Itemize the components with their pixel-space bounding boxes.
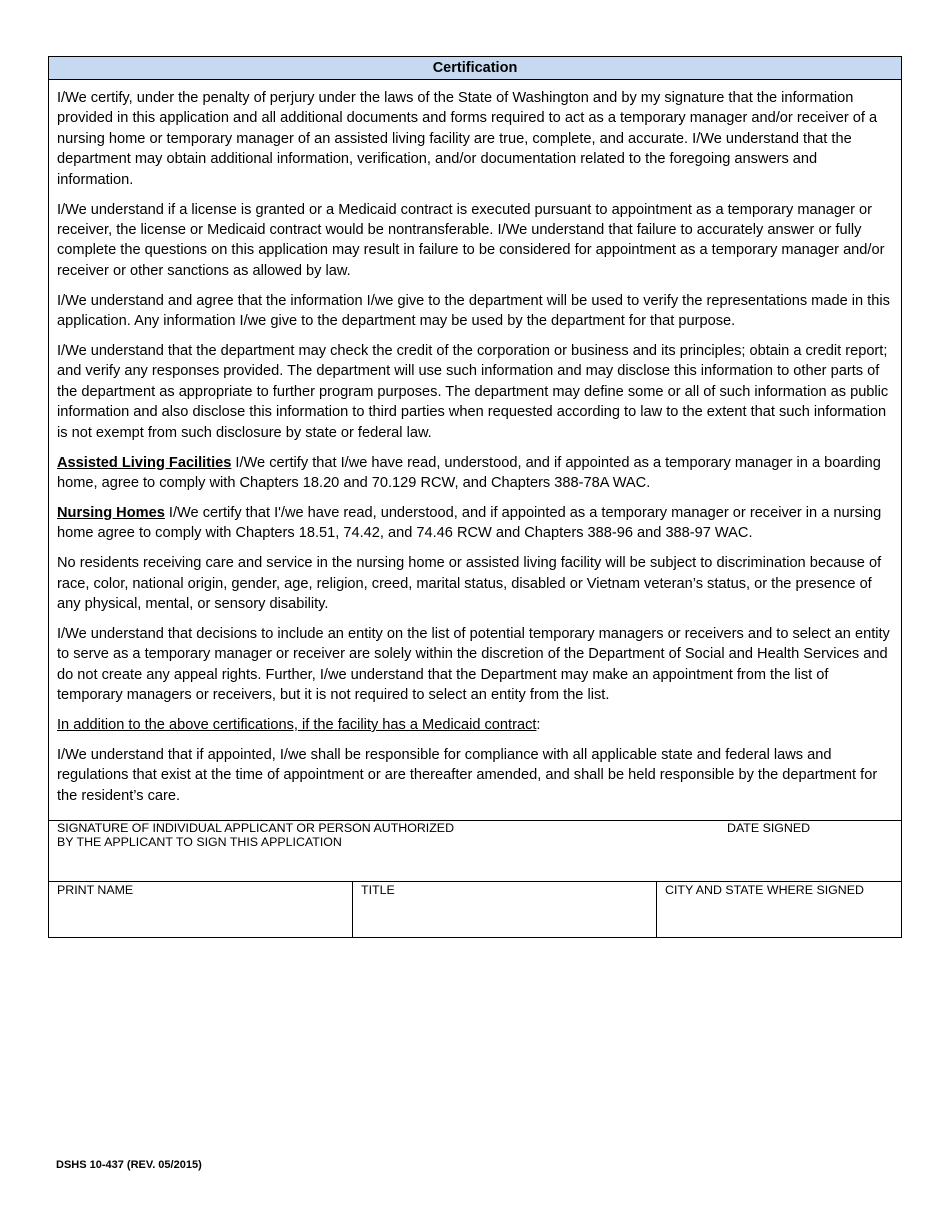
decisions-paragraph: I/We understand that decisions to include an entity on the list of potential temporary managers or receivers and to select an entity to serve as a temporary manager or receiver are solely within the discretion of the Department of Social and Health Services and do not create any appeal rights. Further, I/we understand that the Department may make an appointment from the list of temporary managers or receivers, but it is not required to select an entity from the list.	[57, 625, 890, 704]
medicaid-paragraph: I/We understand that if appointed, I/we shall be responsible for compliance with all applicable state and federal laws and regulations that exist at the time of appointment or are thereafter amended, and shall be held responsible by the department for the resident’s care.	[57, 746, 878, 804]
certification-body	[49, 80, 901, 820]
credit-check-paragraph: I/We understand that the department may check the credit of the corporation or business and its principles; obtain a credit report; and verify any responses provided. The department will use such information and may disclose this information to other parts of the department as appropriate to further program purposes. The department may define some or all of such information as public information and also disclose this information to third parties when requested according to law to the extent that such information is not exempt from such disclosure by state or federal law.	[57, 342, 889, 441]
city-state-label: CITY AND STATE WHERE SIGNED	[665, 882, 864, 897]
name-row	[49, 881, 901, 937]
license-paragraph: I/We understand if a license is granted or a Medicaid contract is executed pursuant to appointment as a temporary manager or receiver, the license or Medicaid contract would be nontransferable. I/We understand that failure to accurately answer or fully complete the questions on this application may result in failure to be considered for appointment as a temporary manager and/or receiver or other sanctions as allowed by law.	[57, 201, 885, 279]
information-use-paragraph: I/We understand and agree that the information I/we give to the department will be used to verify the representations made in this application. Any information I/we give to the department may be used by the department for that purpose.	[57, 292, 890, 330]
alf-text: I/We certify that I/we have read, understood, and if appointed as a temporary manager in a boarding home, agree to comply with Chapters 18.20 and 70.129 RCW, and Chapters 388-78A WAC.	[57, 454, 881, 491]
alf-heading: Assisted Living Facilities	[57, 454, 232, 471]
nursing-home-heading: Nursing Homes	[57, 504, 165, 521]
discrimination-paragraph: No residents receiving care and service in the nursing home or assisted living facility will be subject to discrimination because of race, color, national origin, gender, age, religion, creed, marital status, disabled or Vietnam veteran’s status, or the presence of any physical, mental, or sensory disability.	[57, 555, 882, 612]
alf-paragraph	[57, 453, 893, 494]
title-label: TITLE	[361, 882, 395, 897]
date-signed-label: DATE SIGNED	[727, 820, 811, 835]
nursing-home-paragraph	[57, 503, 893, 544]
signature-label-line-2: BY THE APPLICANT TO SIGN THIS APPLICATION	[57, 834, 342, 849]
print-name-label: PRINT NAME	[57, 882, 134, 897]
city-state-field[interactable]	[657, 882, 901, 937]
nursing-home-text: I/We certify that I'/we have read, understood, and if appointed as a temporary manager or receiver in a nursing home agree to comply with Chapters 18.51, 74.42, and 74.46 RCW and Chapters 388-96 and 388-97 WAC.	[57, 504, 882, 542]
section-title: Certification	[49, 57, 901, 80]
title-field[interactable]	[353, 882, 657, 937]
medicaid-heading: In addition to the above certifications, if the facility has a Medicaid contract	[57, 716, 537, 733]
signature-label-line-1: SIGNATURE OF INDIVIDUAL APPLICANT OR PERSON AUTHORIZED	[57, 820, 455, 835]
certification-form	[48, 56, 902, 938]
medicaid-heading-colon: :	[536, 716, 541, 733]
signature-field[interactable]	[49, 820, 901, 881]
print-name-field[interactable]	[49, 882, 353, 937]
form-number: DSHS 10-437 (REV. 05/2015)	[56, 1159, 202, 1171]
medicaid-heading-line	[57, 715, 893, 735]
certify-paragraph: I/We certify, under the penalty of perjury under the laws of the State of Washington and by my signature that the information provided in this application and all additional documents and forms required to act as a temporary manager and/or receiver of a nursing home or temporary manager of an assisted living facility are true, complete, and accurate. I/We understand that the department may obtain additional information, verification, and/or documentation related to the foregoing answers and information.	[57, 90, 878, 188]
signature-label	[57, 821, 497, 849]
